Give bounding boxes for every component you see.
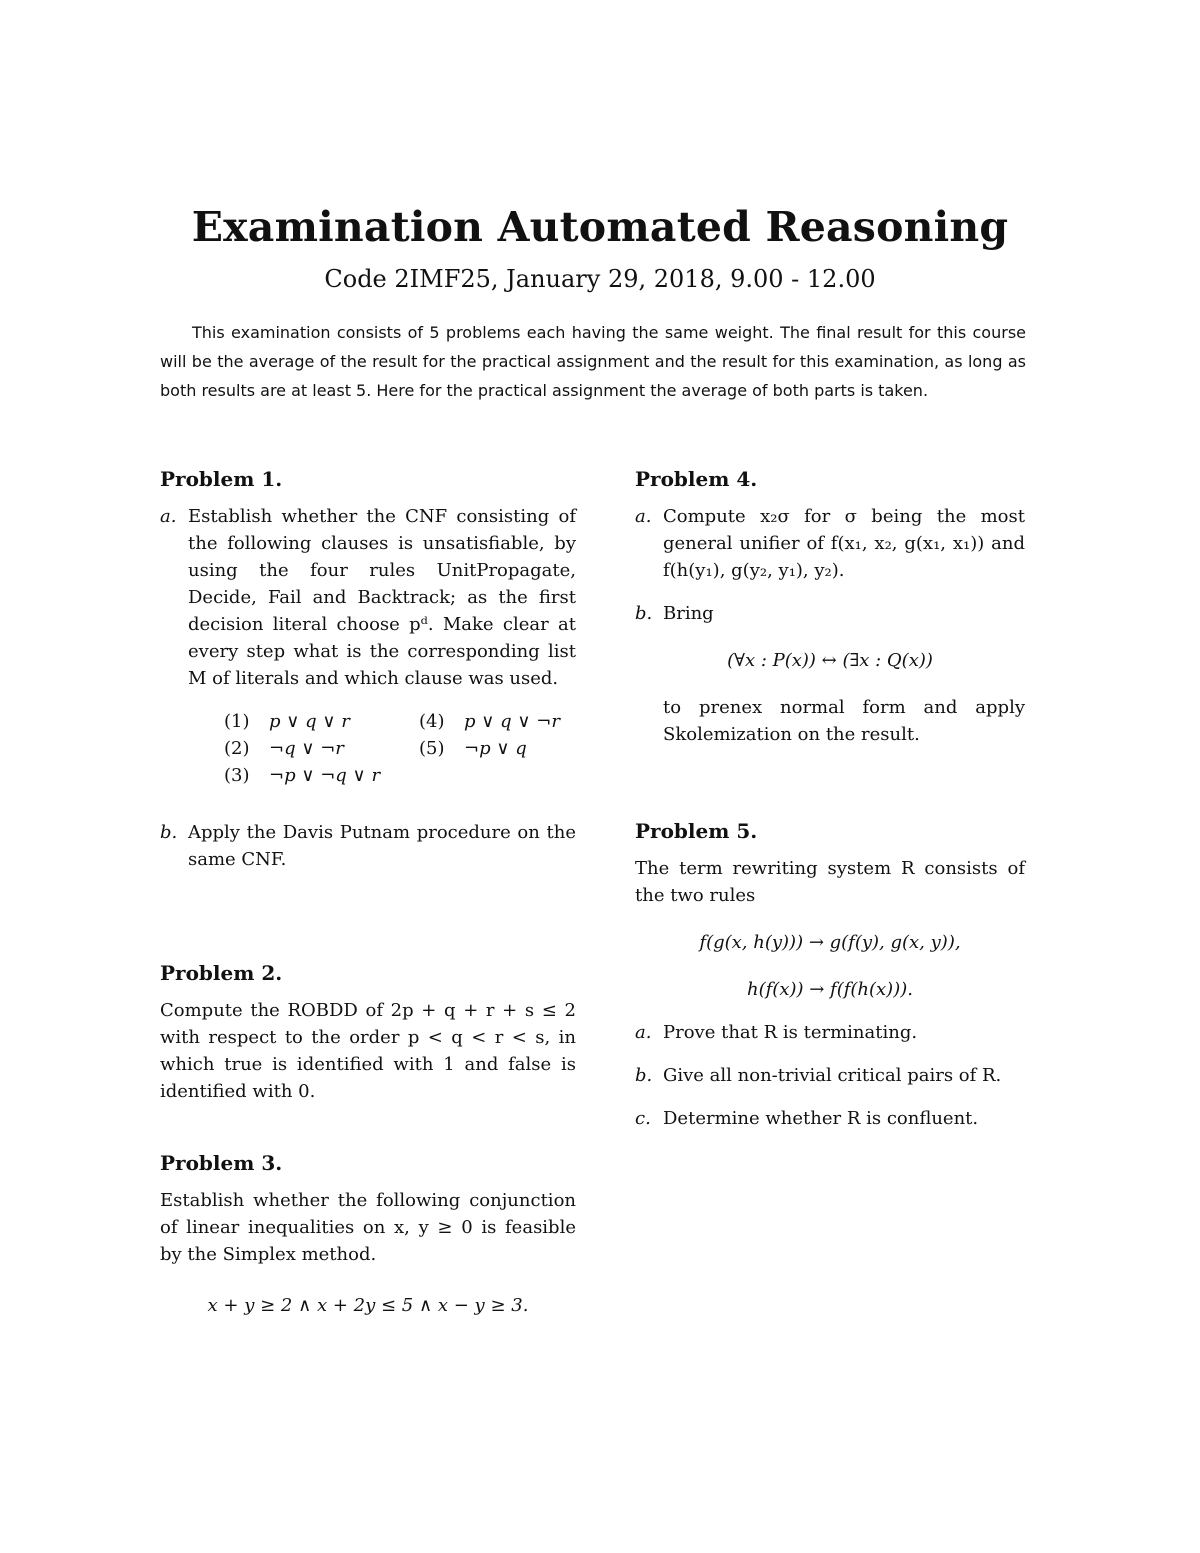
problem-5a bbox=[635, 1019, 1025, 1046]
problem-5b bbox=[635, 1062, 1025, 1089]
problem-3-title: Problem 3. bbox=[160, 1151, 283, 1175]
problem-5a-label: a. bbox=[635, 1022, 652, 1043]
problem-5c-label: c. bbox=[635, 1108, 651, 1129]
exam-title: Examination Automated Reasoning bbox=[191, 203, 1009, 251]
problem-2-text: Compute the ROBDD of 2p + q + r + s ≤ 2 with respect to the order p < q < r < s, in which true is identified with 1 and false is identified with 0. bbox=[160, 1000, 576, 1102]
problem-5c bbox=[635, 1105, 1025, 1132]
problem-1a-label: a. bbox=[160, 506, 177, 527]
clause: p ∨ q ∨ r bbox=[269, 711, 350, 732]
clause-number: (1) bbox=[224, 711, 250, 732]
problem-4a-text: Compute x₂σ for σ being the most general unifier of f(x₁, x₂, g(x₁, x₁)) and f(h(y₁), g(y₂, y₁), y₂). bbox=[663, 506, 1025, 581]
problem-1-title: Problem 1. bbox=[160, 467, 283, 491]
problem-5-text: The term rewriting system R consists of the two rules bbox=[635, 858, 1025, 906]
clause-number: (4) bbox=[419, 711, 445, 732]
problem-4 bbox=[635, 466, 1025, 748]
clause: ¬q ∨ ¬r bbox=[269, 738, 344, 759]
problem-5 bbox=[635, 818, 1025, 1132]
exam-intro: This examination consists of 5 problems each having the same weight. The final result for this course will be the average of the result for the practical assignment and the result for this examination, as long as both results are at least 5. Here for the practical assignment the average of both parts is taken. bbox=[160, 323, 1026, 400]
problem-1b-label: b. bbox=[160, 822, 178, 843]
clause: p ∨ q ∨ ¬r bbox=[464, 711, 560, 732]
problem-3 bbox=[160, 1150, 576, 1319]
problem-4b bbox=[635, 600, 1025, 748]
problem-1 bbox=[160, 466, 576, 873]
problem-1a-text: Establish whether the CNF consisting of the following clauses is unsatisfiable, by using the four rules UnitPropagate, Decide, Fail and Backtrack; as the first decision literal choose pᵈ. Make clear at every step what is the corresponding list M of literals and which clause was used. bbox=[188, 506, 576, 689]
problem-4b-text2: to prenex normal form and apply Skolemization on the result. bbox=[663, 697, 1025, 745]
problem-4b-label: b. bbox=[635, 603, 653, 624]
problem-4b-text: Bring bbox=[663, 603, 714, 624]
problem-1a bbox=[160, 503, 576, 692]
clause-number: (2) bbox=[224, 738, 250, 759]
problem-4-title: Problem 4. bbox=[635, 467, 758, 491]
problem-5c-text: Determine whether R is confluent. bbox=[663, 1108, 979, 1129]
problem-5-title: Problem 5. bbox=[635, 819, 758, 843]
problem-5b-text: Give all non-trivial critical pairs of R. bbox=[663, 1065, 1002, 1086]
clause-number: (3) bbox=[224, 765, 250, 786]
problem-1b-text: Apply the Davis Putnam procedure on the same CNF. bbox=[188, 822, 576, 870]
problem-4a-label: a. bbox=[635, 506, 652, 527]
problem-3-text: Establish whether the following conjunction of linear inequalities on x, y ≥ 0 is feasible by the Simplex method. bbox=[160, 1190, 576, 1265]
exam-subtitle: Code 2IMF25, January 29, 2018, 9.00 - 12.00 bbox=[324, 265, 876, 293]
clause: ¬p ∨ ¬q ∨ r bbox=[269, 765, 381, 786]
problem-5-rule-1: f(g(x, h(y))) → g(f(y), g(x, y)), bbox=[699, 932, 961, 953]
problem-2 bbox=[160, 960, 576, 1105]
problem-5-rule-2: h(f(x)) → f(f(h(x))). bbox=[747, 979, 913, 1000]
problem-2-title: Problem 2. bbox=[160, 961, 283, 985]
clause-table bbox=[224, 708, 584, 789]
problem-5b-label: b. bbox=[635, 1065, 653, 1086]
clause-number: (5) bbox=[419, 738, 445, 759]
problem-5a-text: Prove that R is terminating. bbox=[663, 1022, 918, 1043]
problem-4b-formula: (∀x : P(x)) ↔ (∃x : Q(x)) bbox=[727, 650, 933, 671]
problem-3-formula: x + y ≥ 2 ∧ x + 2y ≤ 5 ∧ x − y ≥ 3. bbox=[207, 1295, 529, 1316]
clause: ¬p ∨ q bbox=[464, 738, 527, 759]
problem-1b bbox=[160, 819, 576, 873]
problem-4a bbox=[635, 503, 1025, 584]
